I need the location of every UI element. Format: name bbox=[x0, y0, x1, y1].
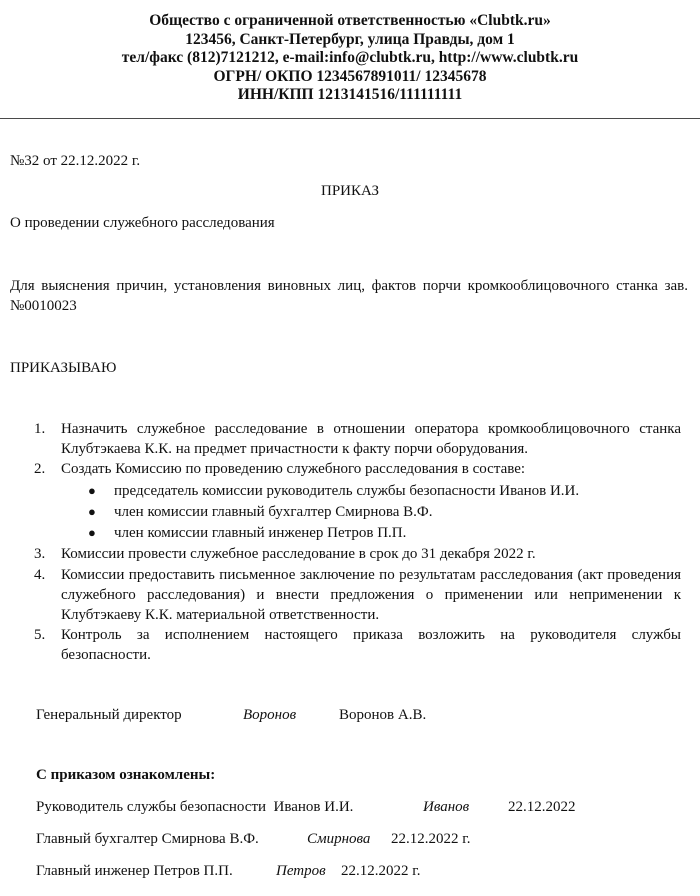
ack-person: Руководитель службы безопасности Иванов И.И. bbox=[36, 799, 354, 815]
ack-signature: Смирнова bbox=[307, 831, 371, 847]
item-number: 2. bbox=[34, 461, 46, 477]
director-signature: Воронов bbox=[243, 707, 297, 723]
order-item: Комиссии провести служебное расследование в срок до 31 декабря 2022 г. bbox=[61, 546, 536, 562]
ack-date: 22.12.2022 г. bbox=[391, 831, 471, 847]
bullet-icon: ● bbox=[88, 483, 96, 498]
bullet-icon: ● bbox=[88, 525, 96, 540]
item-number: 4. bbox=[34, 567, 46, 583]
order-preamble: Для выяснения причин, установления виновных лиц, фактов порчи кромкооблицовочного станка зав.№0010023 bbox=[10, 278, 688, 314]
order-item: Создать Комиссию по проведению служебного расследования в составе: bbox=[61, 461, 526, 477]
order-subject: О проведении служебного расследования bbox=[10, 215, 275, 231]
order-title: ПРИКАЗ bbox=[321, 183, 379, 199]
ack-signature: Петров bbox=[276, 863, 326, 879]
commission-member: член комиссии главный инженер Петров П.П. bbox=[114, 525, 407, 541]
ack-person: Главный бухгалтер Смирнова В.Ф. bbox=[36, 831, 259, 847]
bullet-icon: ● bbox=[88, 504, 96, 519]
company-address: 123456, Санкт-Петербург, улица Правды, дом 1 bbox=[185, 30, 515, 48]
header-divider bbox=[0, 118, 700, 119]
ack-date: 22.12.2022 bbox=[508, 799, 576, 815]
ack-date: 22.12.2022 г. bbox=[341, 863, 421, 879]
orders-word: ПРИКАЗЫВАЮ bbox=[10, 360, 117, 376]
item-number: 1. bbox=[34, 421, 46, 437]
acknowledgement-title: С приказом ознакомлены: bbox=[36, 767, 216, 783]
ack-person: Главный инженер Петров П.П. bbox=[36, 863, 233, 879]
company-header bbox=[0, 12, 700, 105]
commission-member: член комиссии главный бухгалтер Смирнова В.Ф. bbox=[114, 504, 433, 520]
order-item: Контроль за исполнением настоящего приказа возложить на руководителя службы безопасности. bbox=[61, 627, 681, 663]
order-number-date: №32 от 22.12.2022 г. bbox=[10, 153, 141, 169]
order-item: Комиссии предоставить письменное заключение по результатам расследования (акт проведения служебного расследования) и внести предложения о применении или неприменении к Клубтэкаеву К.К. материальной ответственности. bbox=[61, 567, 681, 623]
ack-signature: Иванов bbox=[423, 799, 470, 815]
company-ogrn: ОГРН/ ОКПО 1234567891011/ 12345678 bbox=[213, 67, 487, 85]
item-number: 5. bbox=[34, 627, 46, 643]
commission-member: председатель комиссии руководитель службы безопасности Иванов И.И. bbox=[114, 483, 580, 499]
company-name: Общество с ограниченной ответственностью «Clubtk.ru» bbox=[149, 12, 551, 29]
item-number: 3. bbox=[34, 546, 46, 562]
company-contacts: тел/факс (812)7121212, e-mail:info@clubtk.ru, http://www.clubtk.ru bbox=[121, 49, 579, 66]
company-inn: ИНН/КПП 1213141516/111111111 bbox=[237, 86, 463, 103]
director-name: Воронов А.В. bbox=[339, 707, 427, 723]
order-item: Назначить служебное расследование в отношении оператора кромкооблицовочного станка Клубтэкаева К.К. на предмет причастности к факту порчи оборудования. bbox=[61, 421, 681, 457]
director-position: Генеральный директор bbox=[36, 707, 182, 723]
